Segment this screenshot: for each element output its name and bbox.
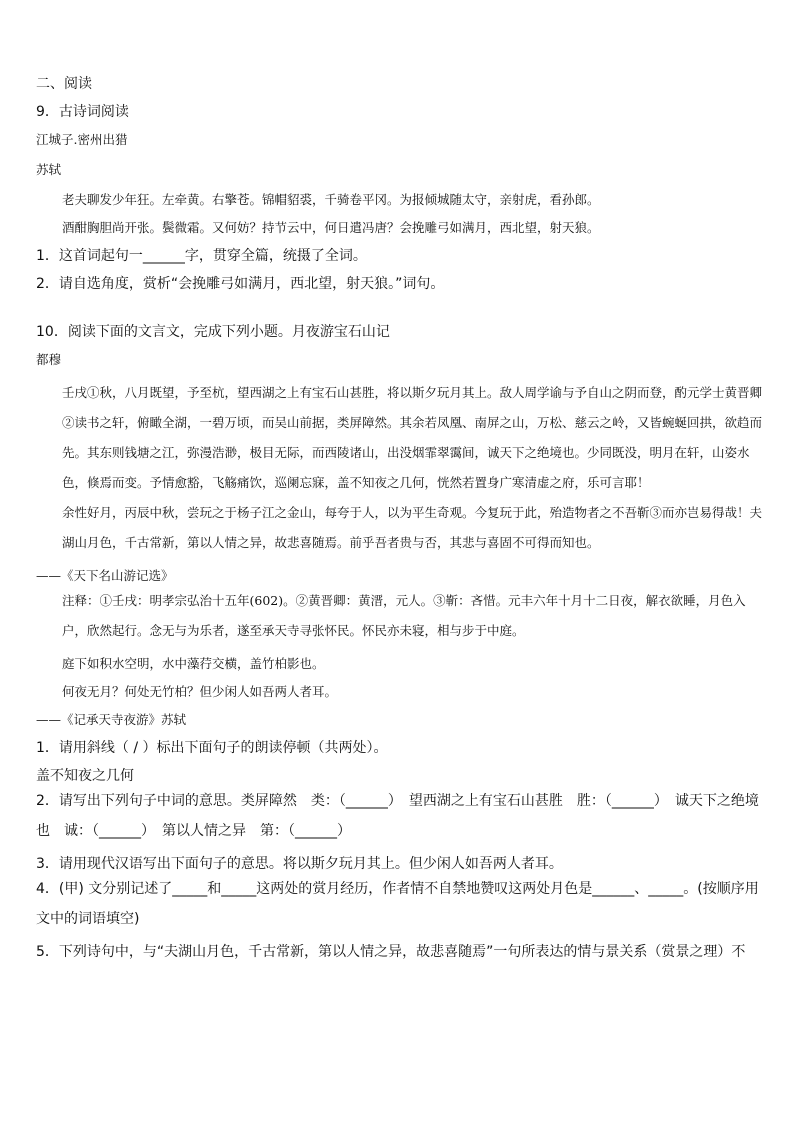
q9-q1-before: 1．这首词起句一 (36, 248, 143, 264)
poem-author: 苏轼 (36, 162, 62, 177)
q10-author: 都穆 (36, 352, 62, 367)
q10-subquestion-1: 1．请用斜线（ / ）标出下面句子的朗读停顿（共两处）。 (36, 740, 388, 756)
passage-paragraph-3: 庭下如积水空明，水中藻荇交横，盖竹柏影也。 (62, 656, 325, 671)
passage-source-2: ——《记承天寺夜游》苏轼 (36, 712, 187, 727)
poem-line-1: 老夫聊发少年狂。左牵黄。右擎苍。锦帽貂裘，千骑卷平冈。为报倾城随太守，亲射虎，看孙郎。 (62, 192, 600, 207)
passage-paragraph-2: 余性好月，丙辰中秋，尝玩之于杨子江之金山，每夸于人，以为平生奇观。今复玩于此，殆造物者之不吾靳③而亦岂易得哉！夫湖山月色，千古常新，第以人情之异，故悲喜随焉。前乎吾者贵与否，其悲与喜固不可得而知也。 (62, 505, 763, 550)
passage-source-1: ——《天下名山游记选》 (36, 568, 174, 583)
q10-subquestion-1-sentence: 盖不知夜之几何 (36, 768, 134, 784)
exam-page (36, 74, 764, 962)
q10-subquestion-2: 2．请写出下列句子中词的意思。类屏障然 类：（______） 望西湖之上有宝石山甚胜 胜：（______） 诚天下之绝境也 诚：（______） 第以人情之异 第：（______） (36, 793, 759, 839)
q10-heading: 10．阅读下面的文言文，完成下列小题。月夜游宝石山记 (36, 324, 390, 340)
passage-paragraph-4: 何夜无月？何处无竹柏？但少闲人如吾两人者耳。 (62, 684, 338, 699)
q9-q1-after: 字，贯穿全篇，统摄了全词。 (184, 248, 367, 264)
q9-q1-blank: ______ (142, 248, 185, 264)
q10-subquestion-4: 4．(甲) 文分别记述了_____和_____这两处的赏月经历，作者情不自禁地赞叹这两处月色是______、_____。(按顺序用文中的词语填空) (36, 881, 759, 927)
q9-question-2: 2．请自选角度，赏析“会挽雕弓如满月，西北望，射天狼。”词句。 (36, 276, 445, 292)
q10-subquestion-5: 5．下列诗句中，与“夫湖山月色，千古常新，第以人情之异，故悲喜随焉”一句所表达的情与景关系（赏景之理）不 (36, 944, 746, 960)
poem-line-2: 酒酣胸胆尚开张。鬓微霜。又何妨？持节云中，何日遣冯唐？会挽雕弓如满月，西北望，射天狼。 (62, 220, 600, 235)
q9-question-1 (36, 246, 764, 266)
q9-heading: 9．古诗词阅读 (36, 104, 129, 120)
section-title: 二、阅读 (36, 76, 92, 92)
poem-title: 江城子.密州出猎 (36, 132, 128, 147)
passage-paragraph-1: 壬戌①秋，八月既望，予至杭，望西湖之上有宝石山甚胜，将以斯夕玩月其上。敌人周学谕与予自山之阴而登，酌元学士黄晋卿②读书之轩，俯瞰全湖，一碧万顷，而吴山前据，类屏障然。其余若凤凰、南屏之山，万松、慈云之岭，又皆蜿蜒回拱，欲趋而先。其东则钱塘之江，弥漫浩渺，极目无际，而西陵诸山，出没烟霏翠霭间，诚天下之绝境也。少同既没，明月在轩，山姿水色，倏焉而变。予情愈豁，飞觞痛饮，巡阑忘寐，盖不知夜之几何，恍然若置身广寒清虚之府，乐可言耶！ (62, 385, 763, 490)
q10-subquestion-3: 3．请用现代汉语写出下面句子的意思。将以斯夕玩月其上。但少闲人如吾两人者耳。 (36, 856, 563, 872)
passage-notes: 注释：①壬戌：明孝宗弘治十五年(602)。②黄晋卿：黄溍，元人。③靳：吝惜。元丰六年十月十二日夜，解衣欲睡，月色入户，欣然起行。念无与为乐者，遂至承天寺寻张怀民。怀民亦未寝，相与步于中庭。 (62, 593, 746, 638)
